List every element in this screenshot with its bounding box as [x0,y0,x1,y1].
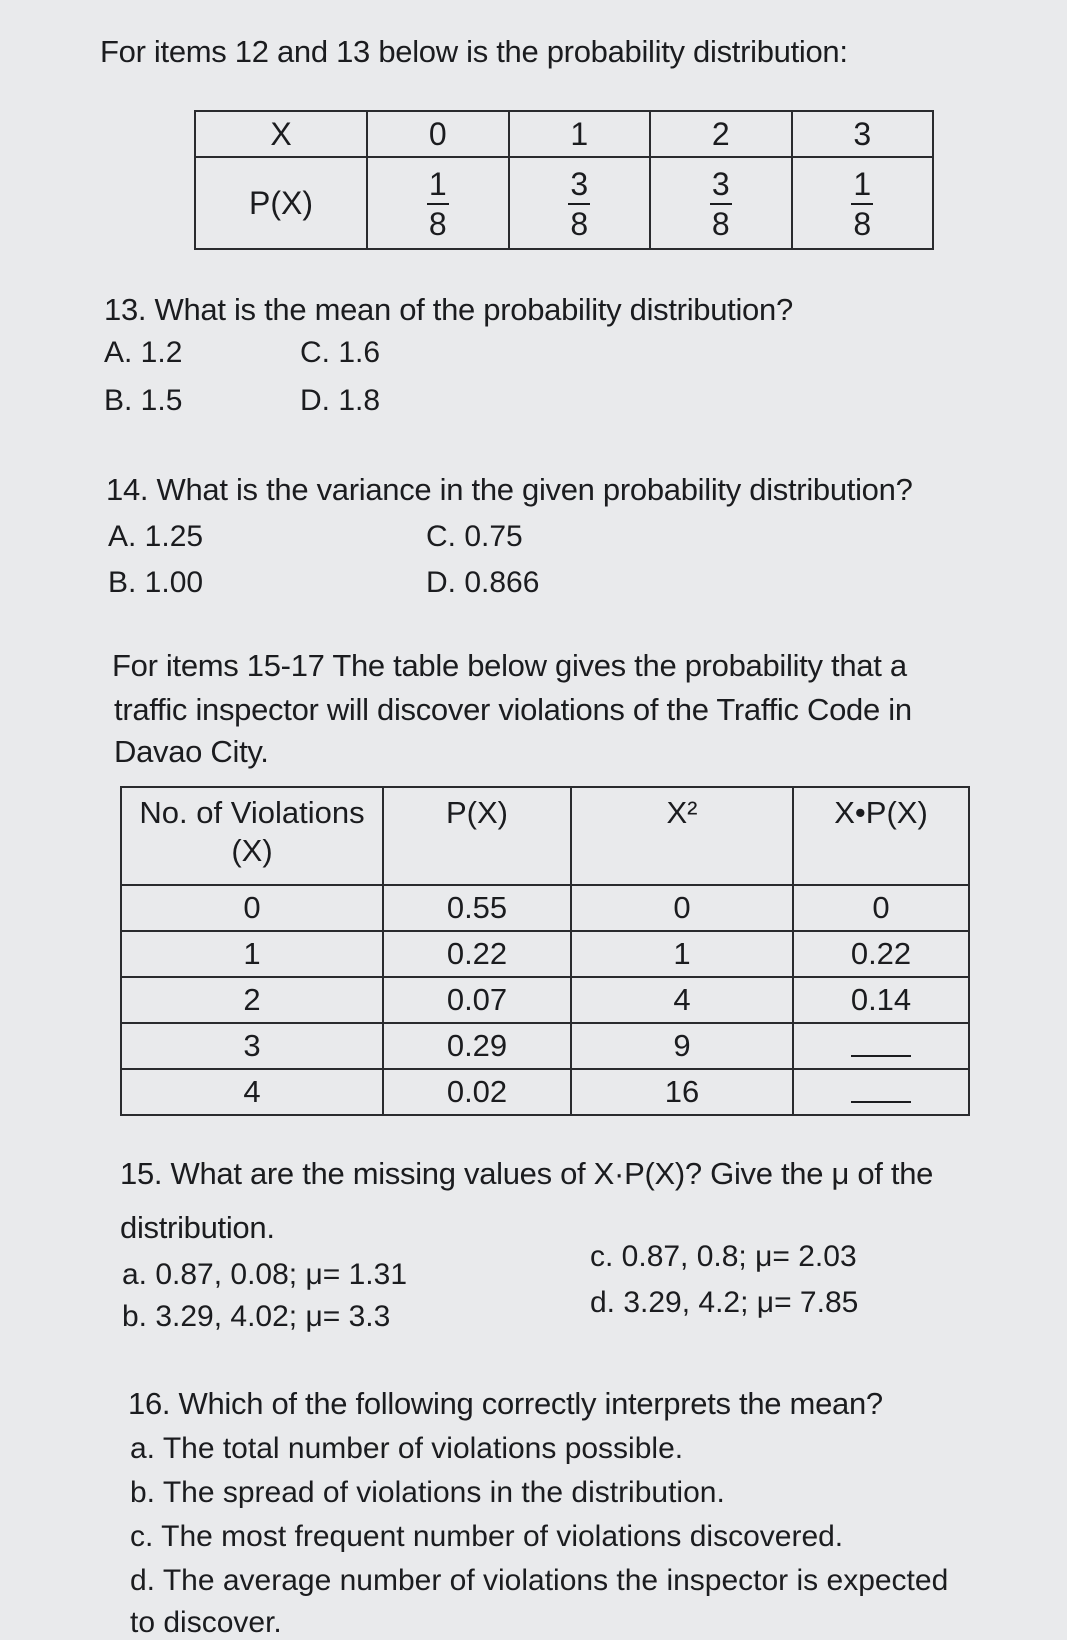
section1-intro: For items 12 and 13 below is the probability distribution: [100,34,848,69]
header-violations: No. of Violations (X) [121,787,383,885]
section2-intro-line3: Davao City. [114,734,269,769]
table-row [121,1023,969,1069]
table-row [195,157,933,249]
q15-option-d: d. 3.29, 4.2; μ= 7.85 [590,1286,859,1319]
cell-x2: 9 [571,1023,793,1069]
q13-option-c: C. 1.6 [300,336,381,369]
q15-question-line1: 15. What are the missing values of X·P(X)? Give the μ of the [120,1156,934,1191]
header-x-times-px: X•P(X) [793,787,969,885]
p-value [650,157,792,249]
cell-x2: 16 [571,1069,793,1115]
cell-xpx-blank [793,1023,969,1069]
q16-option-d-continued: to discover. [130,1606,282,1639]
q16-option-b: b. The spread of violations in the distribution. [130,1476,725,1509]
header-x-squared: X² [571,787,793,885]
q15-question-line2: distribution. [120,1210,275,1245]
cell-x: 2 [121,977,383,1023]
q13-question: 13. What is the mean of the probability distribution? [104,292,793,327]
p-value [367,157,509,249]
cell-px: 0.07 [383,977,571,1023]
numerator: 1 [853,165,872,202]
x-label: X [195,111,367,157]
section2-intro-line1: For items 15-17 The table below gives the probability that a [112,648,907,683]
cell-px: 0.29 [383,1023,571,1069]
cell-x2: 1 [571,931,793,977]
table-row [121,885,969,931]
q13-option-b: B. 1.5 [104,384,183,417]
section2-intro-line2: traffic inspector will discover violations of the Traffic Code in [114,692,912,727]
denominator: 8 [428,205,447,242]
q15-option-c: c. 0.87, 0.8; μ= 2.03 [590,1240,857,1273]
x-value: 1 [509,111,651,157]
cell-x: 1 [121,931,383,977]
q14-option-a: A. 1.25 [108,520,204,553]
q14-option-c: C. 0.75 [426,520,523,553]
denominator: 8 [570,205,589,242]
q16-option-a: a. The total number of violations possible. [130,1432,684,1465]
cell-xpx: 0.14 [793,977,969,1023]
cell-x2: 0 [571,885,793,931]
q13-option-a: A. 1.2 [104,336,183,369]
violations-table [120,786,970,1116]
cell-px: 0.55 [383,885,571,931]
denominator: 8 [853,205,872,242]
numerator: 1 [428,165,447,202]
cell-xpx-blank [793,1069,969,1115]
table-row [121,977,969,1023]
table-header-row [121,787,969,885]
header-px: P(X) [383,787,571,885]
q16-option-d: d. The average number of violations the inspector is expected [130,1564,949,1597]
probability-table-1 [194,110,934,250]
cell-xpx: 0 [793,885,969,931]
cell-x2: 4 [571,977,793,1023]
x-value: 2 [650,111,792,157]
x-value: 3 [792,111,934,157]
q16-option-c: c. The most frequent number of violations discovered. [130,1520,844,1553]
numerator: 3 [570,165,589,202]
cell-px: 0.22 [383,931,571,977]
q14-option-d: D. 0.866 [426,566,540,599]
q15-option-a: a. 0.87, 0.08; μ= 1.31 [122,1258,407,1291]
q16-question: 16. Which of the following correctly interprets the mean? [128,1386,883,1421]
answer-blank [851,1027,911,1057]
denominator: 8 [711,205,730,242]
p-value [792,157,934,249]
table-row [195,111,933,157]
cell-xpx: 0.22 [793,931,969,977]
cell-x: 3 [121,1023,383,1069]
p-label: P(X) [195,157,367,249]
cell-x: 4 [121,1069,383,1115]
x-value: 0 [367,111,509,157]
table-row [121,1069,969,1115]
q14-question: 14. What is the variance in the given probability distribution? [106,472,913,507]
cell-x: 0 [121,885,383,931]
numerator: 3 [711,165,730,202]
answer-blank [851,1073,911,1103]
cell-px: 0.02 [383,1069,571,1115]
q15-option-b: b. 3.29, 4.02; μ= 3.3 [122,1300,391,1333]
table-row [121,931,969,977]
q13-option-d: D. 1.8 [300,384,381,417]
q14-option-b: B. 1.00 [108,566,204,599]
p-value [509,157,651,249]
